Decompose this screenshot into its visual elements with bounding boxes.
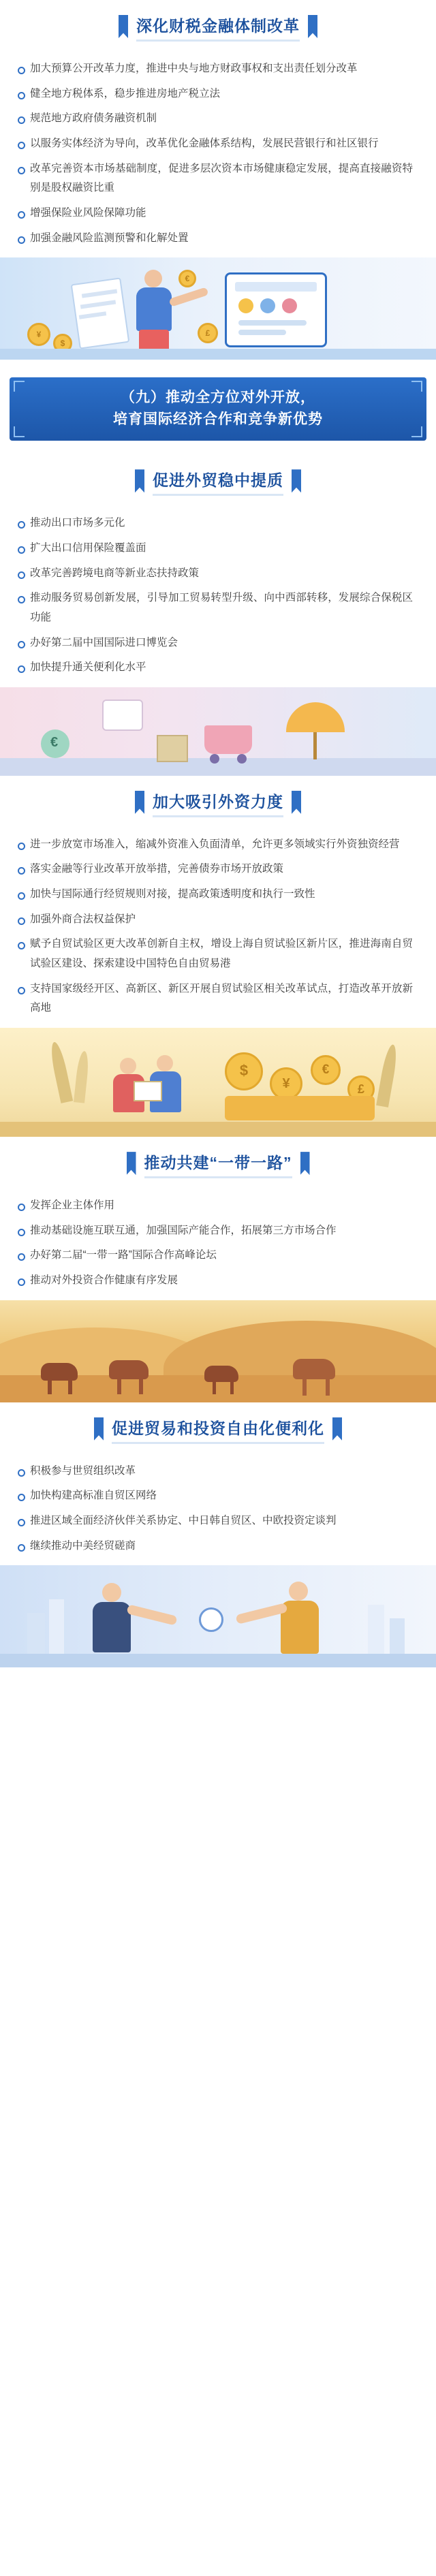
ground-line [0,1122,436,1137]
list-item: 增强保险业风险保障功能 [30,204,413,223]
ribbon-right-decoration [292,469,301,492]
currency-glyph: € [50,734,59,750]
person-arm [235,1603,287,1624]
person-head [157,1055,173,1071]
camel-leg [213,1381,216,1394]
person-body [93,1602,131,1652]
list-item: 改革完善跨境电商等新业态扶持政策 [30,564,413,584]
camel-leg [68,1379,72,1394]
list-item: 加强外商合法权益保护 [30,910,413,930]
building-shape [49,1599,64,1654]
building-shape [368,1605,384,1654]
bullet-list [0,514,436,678]
corner-decoration [14,381,25,392]
camel-leg [139,1378,143,1394]
camel-silhouette [293,1359,335,1379]
bullet-list [0,835,436,1018]
banner-title-line1: （九）推动全方位对外开放， [121,390,315,406]
list-item: 落实金融等行业改革开放举措，完善债券市场开放政策 [30,860,413,879]
section-stabilize-foreign-trade [0,454,436,776]
section-heading [0,776,436,831]
corner-decoration [411,381,422,392]
list-item: 继续推动中美经贸磋商 [30,1537,413,1556]
building-shape [27,1613,45,1654]
building-shape [390,1618,405,1654]
corner-decoration [14,426,25,437]
investment-illustration [0,1028,436,1137]
coin-icon: $ [225,1052,263,1090]
list-item: 赋予自贸试验区更大改革创新自主权，增设上海自贸试验区新片区，推进海南自贸试验区建设、探索建设中国特色自由贸易港 [30,934,413,973]
ground-line [0,349,436,360]
umbrella-shape [286,702,345,732]
list-item: 支持国家级经开区、高新区、新区开展自贸试验区相关改革试点，打造改革开放新高地 [30,979,413,1018]
banner-title-line2: 培育国际经济合作和竞争新优势 [113,411,323,427]
person-head [144,270,162,287]
section-attract-foreign-investment [0,776,436,1137]
person-head [289,1582,308,1601]
camel-leg [326,1378,330,1396]
list-item: 进一步放宽市场准入，缩减外资准入负面清单，允许更多领域实行外资独资经营 [30,835,413,855]
list-item: 办好第二届中国国际进口博览会 [30,633,413,653]
finance-tax-illustration [0,257,436,360]
person-head [120,1058,136,1074]
camel-leg [302,1378,307,1396]
coin-stack-base [225,1096,375,1120]
ribbon-left-decoration [135,469,144,492]
list-item: 规范地方政府债务融资机制 [30,109,413,129]
ribbon-left-decoration [127,1152,136,1175]
leaf-decoration [376,1043,399,1108]
section-title: 深化财税金融体制改革 [136,16,300,42]
tablet-line [238,320,307,326]
corner-decoration [411,426,422,437]
coin-icon: ¥ [270,1067,302,1100]
list-item: 改革完善资本市场基础制度，促进多层次资本市场健康稳定发展，提高直接融资特别是股权融资比重 [30,159,413,198]
section-trade-investment-liberalization [0,1402,436,1668]
list-item: 加快提升通关便利化水平 [30,658,413,678]
shirt-shape [102,700,143,731]
camel-silhouette [109,1360,149,1379]
ribbon-left-decoration [94,1417,104,1441]
section-heading [0,454,436,509]
list-item: 加强金融风险监测预警和化解处置 [30,229,413,249]
coin-icon: ¥ [27,323,50,346]
ribbon-right-decoration [300,1152,310,1175]
list-item: 推动对外投资合作健康有序发展 [30,1271,413,1291]
camel-silhouette [204,1366,238,1382]
list-item: 加快构建高标准自贸区网络 [30,1486,413,1506]
coin-icon: € [311,1055,341,1085]
section-heading [0,0,436,55]
ribbon-right-decoration [332,1417,342,1441]
section-belt-and-road [0,1137,436,1402]
section-title: 加大吸引外资力度 [153,792,283,817]
cart-shape [204,725,252,754]
cart-wheel [210,754,219,764]
section-banner [10,377,426,441]
ribbon-right-decoration [308,15,317,38]
tablet-line [238,330,286,335]
person-arm [126,1605,177,1626]
camel-leg [117,1378,121,1394]
list-item: 积极参与世贸组织改革 [30,1462,413,1481]
section-title: 促进外贸稳中提质 [153,471,283,496]
person-body [136,287,172,331]
cart-wheel [237,754,247,764]
person-head [102,1583,121,1602]
list-item: 推动基础设施互联互通，加强国际产能合作，拓展第三方市场合作 [30,1221,413,1241]
ribbon-left-decoration [119,15,128,38]
list-item: 推动出口市场多元化 [30,514,413,533]
bullet-list [0,1462,436,1556]
section-heading [0,1137,436,1192]
list-item: 推进区域全面经济伙伴关系协定、中日韩自贸区、中欧投资定谈判 [30,1511,413,1531]
section-heading [0,1402,436,1458]
camel-silhouette [41,1363,78,1381]
ribbon-right-decoration [292,791,301,814]
trade-illustration [0,687,436,776]
tablet-line [235,282,317,292]
list-item: 加快与国际通行经贸规则对接，提高政策透明度和执行一致性 [30,885,413,905]
document-shape [134,1081,162,1101]
bottom-spacer [0,1667,436,1673]
section-title: 推动共建“一带一路” [144,1153,292,1178]
list-item: 推动服务贸易创新发展，引导加工贸易转型升级、向中西部转移，发展综合保税区功能 [30,588,413,627]
ground-line [0,1654,436,1667]
handshake-icon [199,1607,223,1632]
section-title: 促进贸易和投资自由化便利化 [112,1419,324,1444]
handshake-illustration [0,1565,436,1667]
coin-icon: € [178,270,196,287]
camel-leg [230,1381,234,1394]
silk-road-camels-illustration [0,1300,436,1402]
leaf-decoration [48,1041,73,1103]
section-opening-up [0,377,436,441]
bullet-list [0,59,436,248]
section-fiscal-tax-reform [0,0,436,360]
camel-leg [48,1379,52,1394]
list-item: 以服务实体经济为导向，改革优化金融体系结构，发展民营银行和社区银行 [30,134,413,154]
coin-icon: £ [198,323,218,343]
ribbon-left-decoration [135,791,144,814]
umbrella-pole [313,732,317,759]
list-item: 健全地方税体系，稳步推进房地产税立法 [30,84,413,104]
list-item: 扩大出口信用保险覆盖面 [30,539,413,559]
package-box [157,735,188,762]
leaf-decoration [74,1050,90,1103]
person-arm [169,287,209,307]
list-item: 办好第二届“一带一路”国际合作高峰论坛 [30,1246,413,1266]
list-item: 加大预算公开改革力度，推进中央与地方财政事权和支出责任划分改革 [30,59,413,79]
bullet-list [0,1196,436,1291]
list-item: 发挥企业主体作用 [30,1196,413,1216]
coin-icon: $ [53,334,72,353]
coin-icon: £ [347,1075,375,1103]
